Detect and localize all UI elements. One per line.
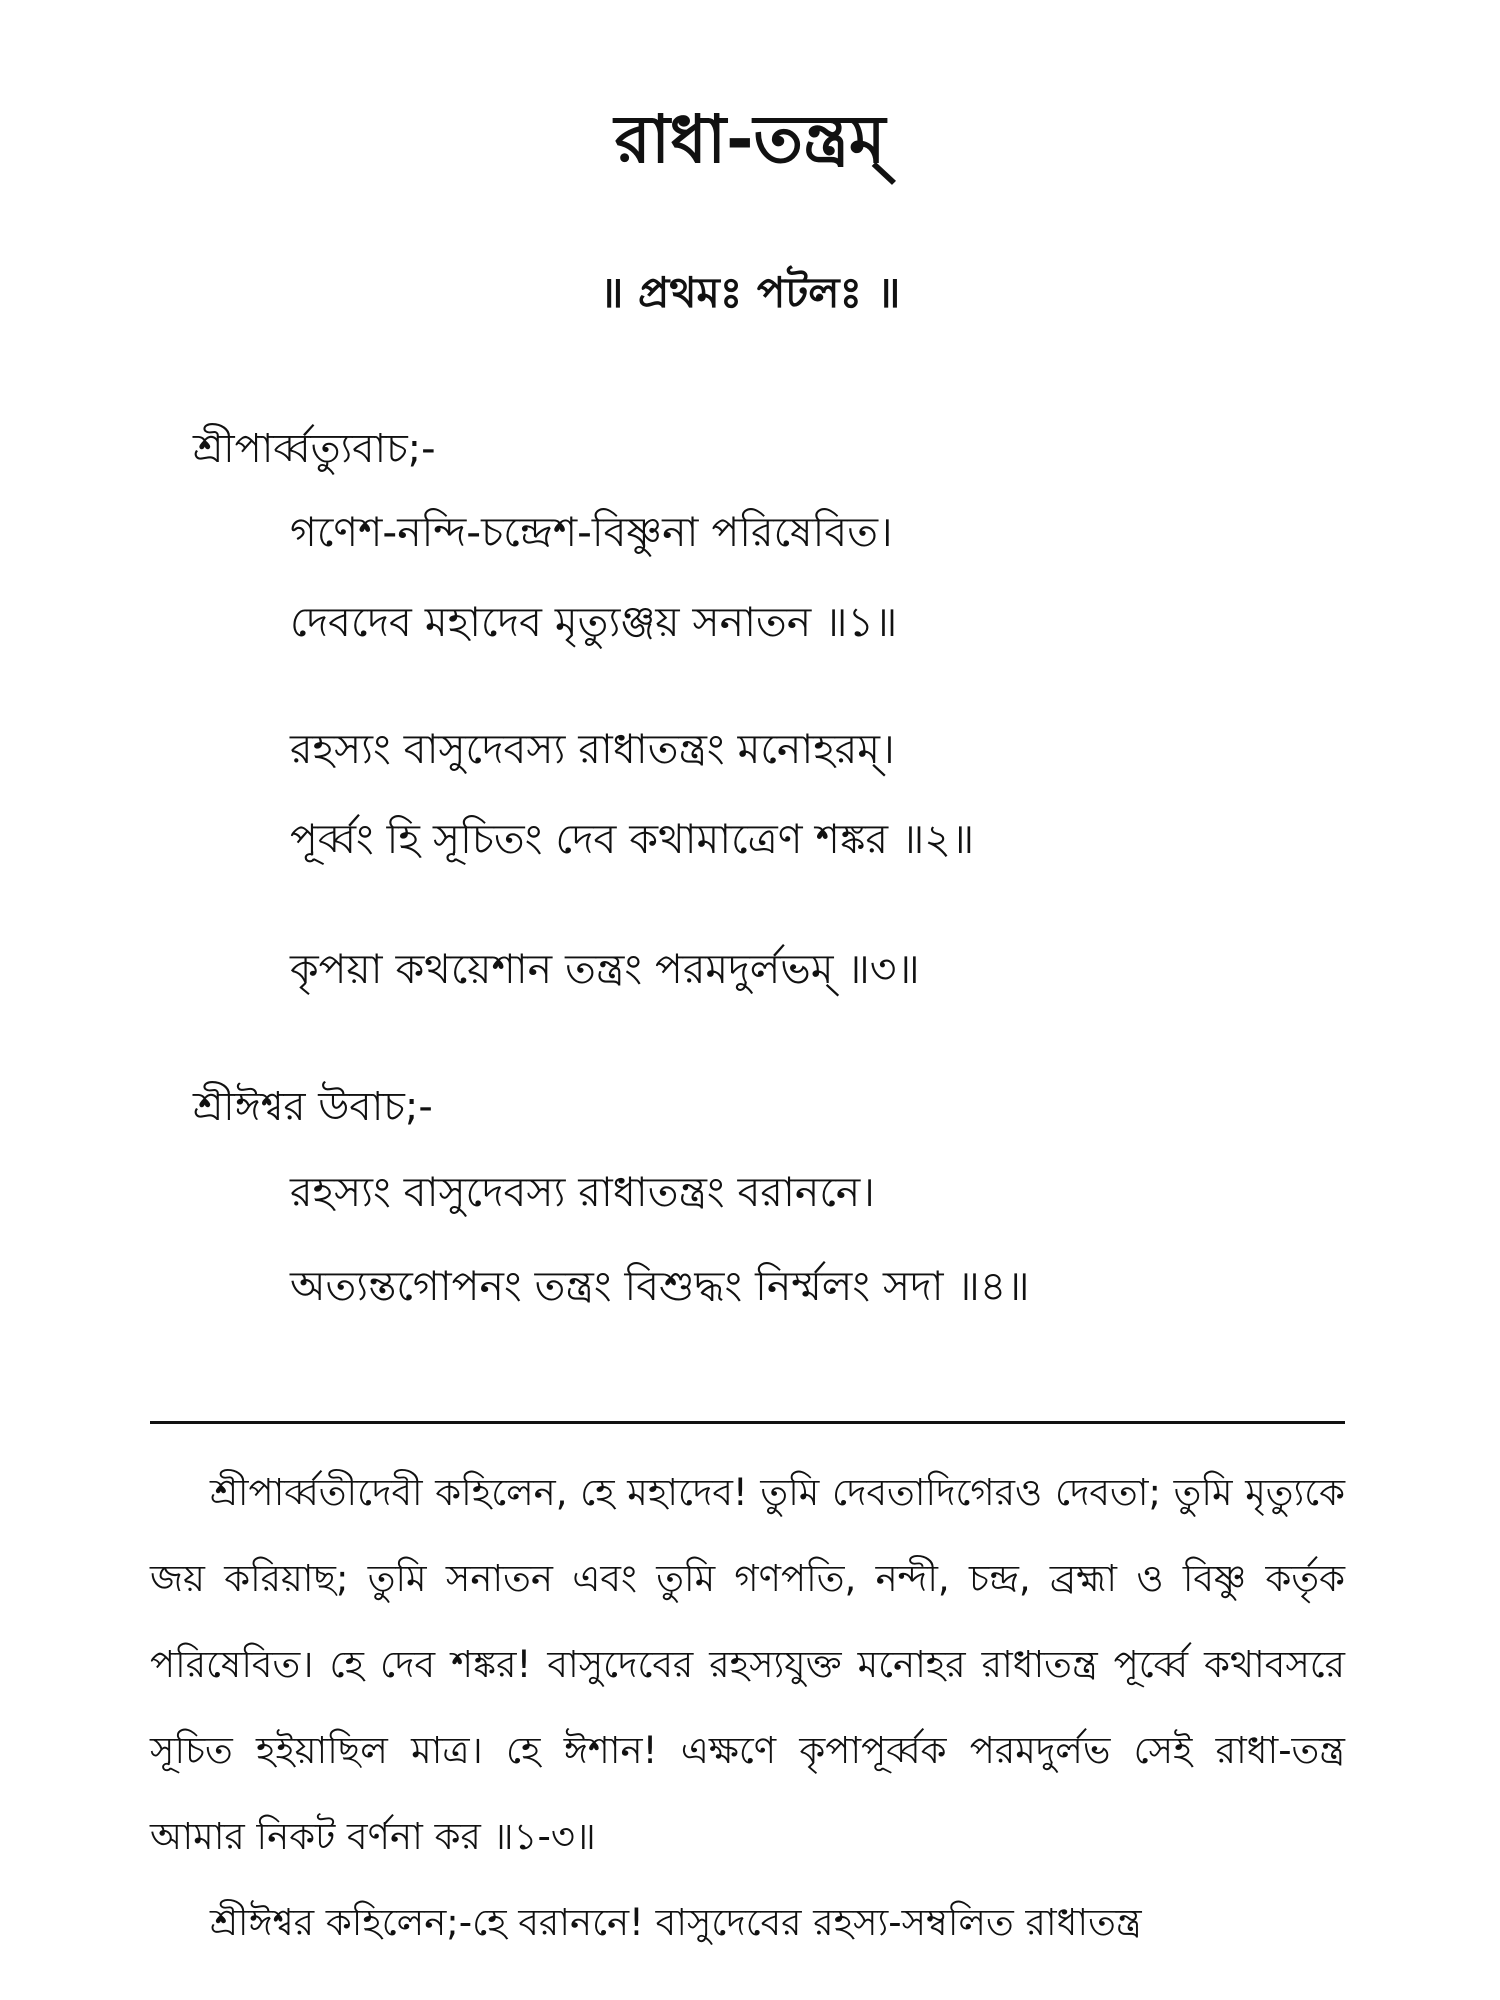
- verse-line: পূর্ব্বং হি সূচিতং দেব কথামাত্রেণ শঙ্কর ॥২॥: [290, 815, 975, 863]
- speaker-ishwara: শ্রীঈশ্বর উবাচ;-: [193, 1084, 433, 1130]
- translation-paragraph: শ্রীঈশ্বর কহিলেন;-হে বরাননে! বাসুদেবের রহস্য-সম্বলিত রাধাতন্ত্র: [210, 1901, 1142, 1944]
- translation-paragraph: শ্রীপার্ব্বতীদেবী কহিলেন, হে মহাদেব! তুমি দেবতাদিগেরও দেবতা; তুমি মৃত্যুকে জয় করিয়াছ; তুমি সনাতন এবং তুমি গণপতি, নন্দী, চন্দ্র, ব্রহ্মা ও বিষ্ণু কর্তৃক পরিষেবিত। হে দেব শঙ্কর! বাসুদেবের রহস্যযুক্ত মনোহর রাধাতন্ত্র পূর্ব্বে কথাবসরে সূচিত হইয়াছিল মাত্র। হে ঈশান! এক্ষণে কৃপাপূর্ব্বক পরমদুর্লভ সেই রাধা-তন্ত্র আমার নিকট বর্ণনা কর ॥১-৩॥: [150, 1471, 1345, 1858]
- verse-line: রহস্যং বাসুদেবস্য রাধাতন্ত্রং মনোহরম্।: [290, 725, 895, 773]
- verse-line: অত্যন্তগোপনং তন্ত্রং বিশুদ্ধং নির্ম্মলং সদা ॥৪॥: [290, 1262, 1030, 1310]
- verse-line: রহস্যং বাসুদেবস্য রাধাতন্ত্রং বরাননে।: [290, 1168, 875, 1216]
- translation-block: [150, 1450, 1345, 1966]
- verse-line: কৃপয়া কথয়েশান তন্ত্রং পরমদুর্লভম্ ॥৩॥: [290, 945, 920, 993]
- section-divider: [150, 1421, 1345, 1424]
- verse-line: দেবদেব মহাদেব মৃত্যুঞ্জয় সনাতন ॥১॥: [290, 598, 898, 646]
- verse-line: গণেশ-নন্দি-চন্দ্রেশ-বিষ্ণুনা পরিষেবিত।: [290, 508, 893, 556]
- speaker-parvati: শ্রীপার্ব্বত্যুবাচ;-: [193, 426, 436, 472]
- page-title: রাধা-তন্ত্রম্: [614, 101, 886, 178]
- chapter-heading: ॥ প্রথমঃ পটলঃ ॥: [599, 268, 901, 317]
